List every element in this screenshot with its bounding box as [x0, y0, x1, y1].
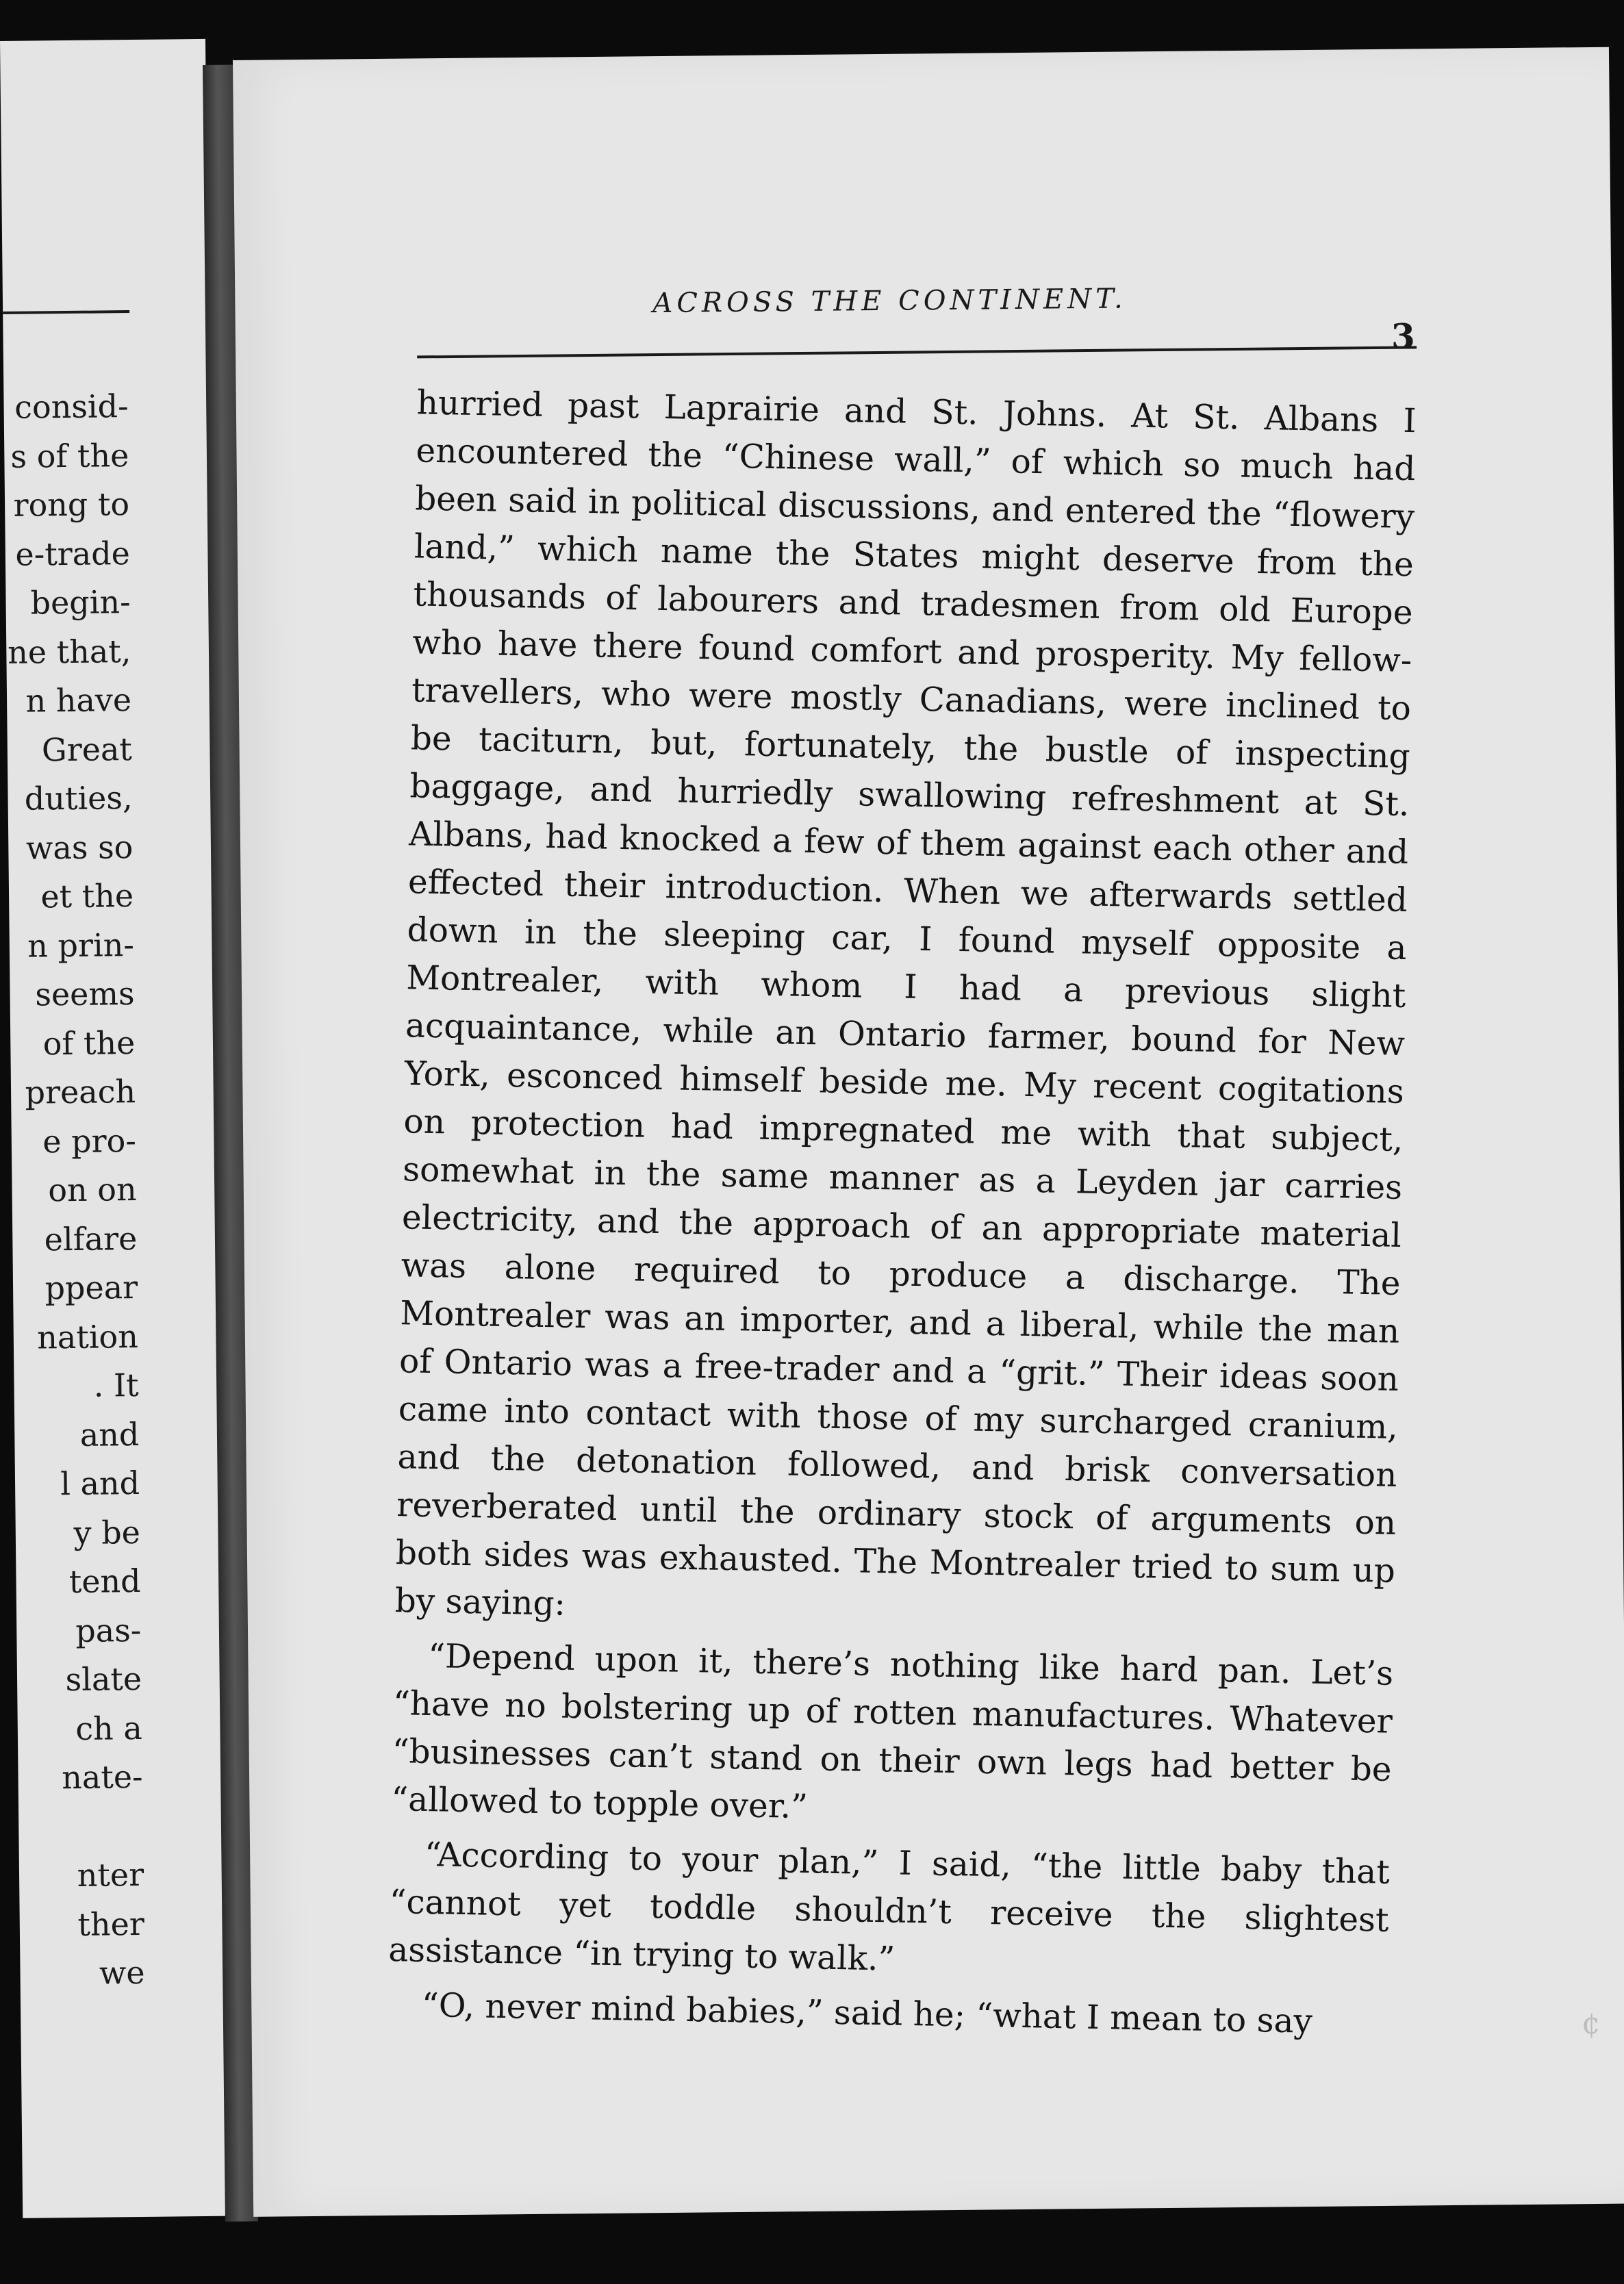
- page-edge-mark: ¢: [1582, 2006, 1601, 2041]
- previous-page-line: n have: [25, 681, 132, 720]
- previous-page-line: pas-: [75, 1611, 142, 1649]
- previous-page-line: was so: [25, 828, 134, 867]
- previous-page-line: ch a: [75, 1709, 143, 1747]
- header-rule: [417, 346, 1417, 358]
- previous-page-line: l and: [60, 1464, 140, 1503]
- previous-page-line: nation: [36, 1317, 139, 1356]
- previous-page-line: et the: [40, 877, 134, 915]
- current-page: [233, 47, 1624, 2217]
- previous-page-line: tend: [68, 1562, 141, 1601]
- previous-page-line: y be: [73, 1513, 141, 1551]
- body-text: [387, 379, 1417, 2046]
- paragraph: hurried past Laprairie and St. Johns. At St. Albans I encountered the “Chinese wall,” of which so much had been said in political discussions, and entered the “flowery land,” which name the States might deserve from the thousands of labourers and tradesmen from old Europe who have there found comfort and prosperity. My fellow-travellers, who were mostly Canadians, were inclined to be taciturn, but, fortunately, the bustle of inspecting baggage, and hurriedly swallowing refreshment at St. Albans, had knocked a few of them against each other and effected their introduction. When we afterwards settled down in the sleeping car, I found myself opposite a Montrealer, with whom I had a previous slight acquaintance, while an Ontario farmer, bound for New York, esconced himself beside me. My recent cogitations on protection had impregnated me with that subject, somewhat in the same manner as a Leyden jar carries electricity, and the approach of an appropriate material was alone required to produce a discharge. The Montrealer was an importer, and a liberal, while the man of Ontario was a free-trader and a “grit.” Their ideas soon came into contact with those of my surcharged cranium, and the detonation followed, and brisk conversation reverberated until the ordinary stock of arguments on both sides was exhausted. The Montrealer tried to sum up by saying:: [394, 383, 1417, 1623]
- previous-page-line: of the: [42, 1024, 136, 1062]
- previous-page-line: seems: [35, 975, 135, 1013]
- previous-page-line: on on: [48, 1171, 137, 1209]
- previous-page-text: [5, 382, 145, 1998]
- previous-page-line: ppear: [45, 1268, 138, 1307]
- paragraph: “O, never mind babies,” said he; “what I mean to say: [421, 1985, 1313, 2041]
- previous-page-line: ne that,: [7, 632, 131, 671]
- previous-page-line: we: [99, 1953, 145, 1992]
- previous-page-line: elfare: [44, 1219, 138, 1258]
- previous-page-line: preach: [25, 1073, 136, 1111]
- previous-page-line: nter: [77, 1855, 144, 1894]
- previous-page-line: nate-: [61, 1758, 143, 1797]
- previous-page-line: rong to: [13, 485, 130, 524]
- previous-page-line: . It: [93, 1366, 139, 1404]
- previous-page-line: consid-: [14, 388, 129, 426]
- paragraph: “According to your plan,” I said, “the little baby that “cannot yet toddle shouldn’t receive the slightest assistance “in trying to walk.”: [388, 1835, 1391, 1979]
- previous-page-line: begin-: [30, 583, 131, 622]
- previous-page-line: e-trade: [15, 534, 131, 573]
- previous-page-rule: [3, 310, 129, 314]
- previous-page-line: Great: [41, 730, 133, 768]
- previous-page-line: ther: [77, 1905, 145, 1943]
- previous-page: [0, 39, 228, 2218]
- previous-page-line: slate: [65, 1660, 142, 1699]
- running-head: ACROSS THE CONTINENT.: [652, 283, 1127, 320]
- paragraph: “Depend upon it, there’s nothing like hard pan. Let’s “have no bolstering up of rotten manufactures. Whatever “businesses can’t stand on their own legs had better be “allowed to topple over.”: [390, 1637, 1394, 1827]
- previous-page-line: and: [79, 1415, 140, 1454]
- previous-page-line: n prin-: [27, 926, 135, 965]
- page-number: 3: [1391, 316, 1416, 357]
- previous-page-line: e pro-: [42, 1121, 137, 1160]
- previous-page-line: s of the: [10, 436, 129, 475]
- previous-page-line: duties,: [24, 779, 133, 817]
- previous-page-line: [20, 1801, 144, 1851]
